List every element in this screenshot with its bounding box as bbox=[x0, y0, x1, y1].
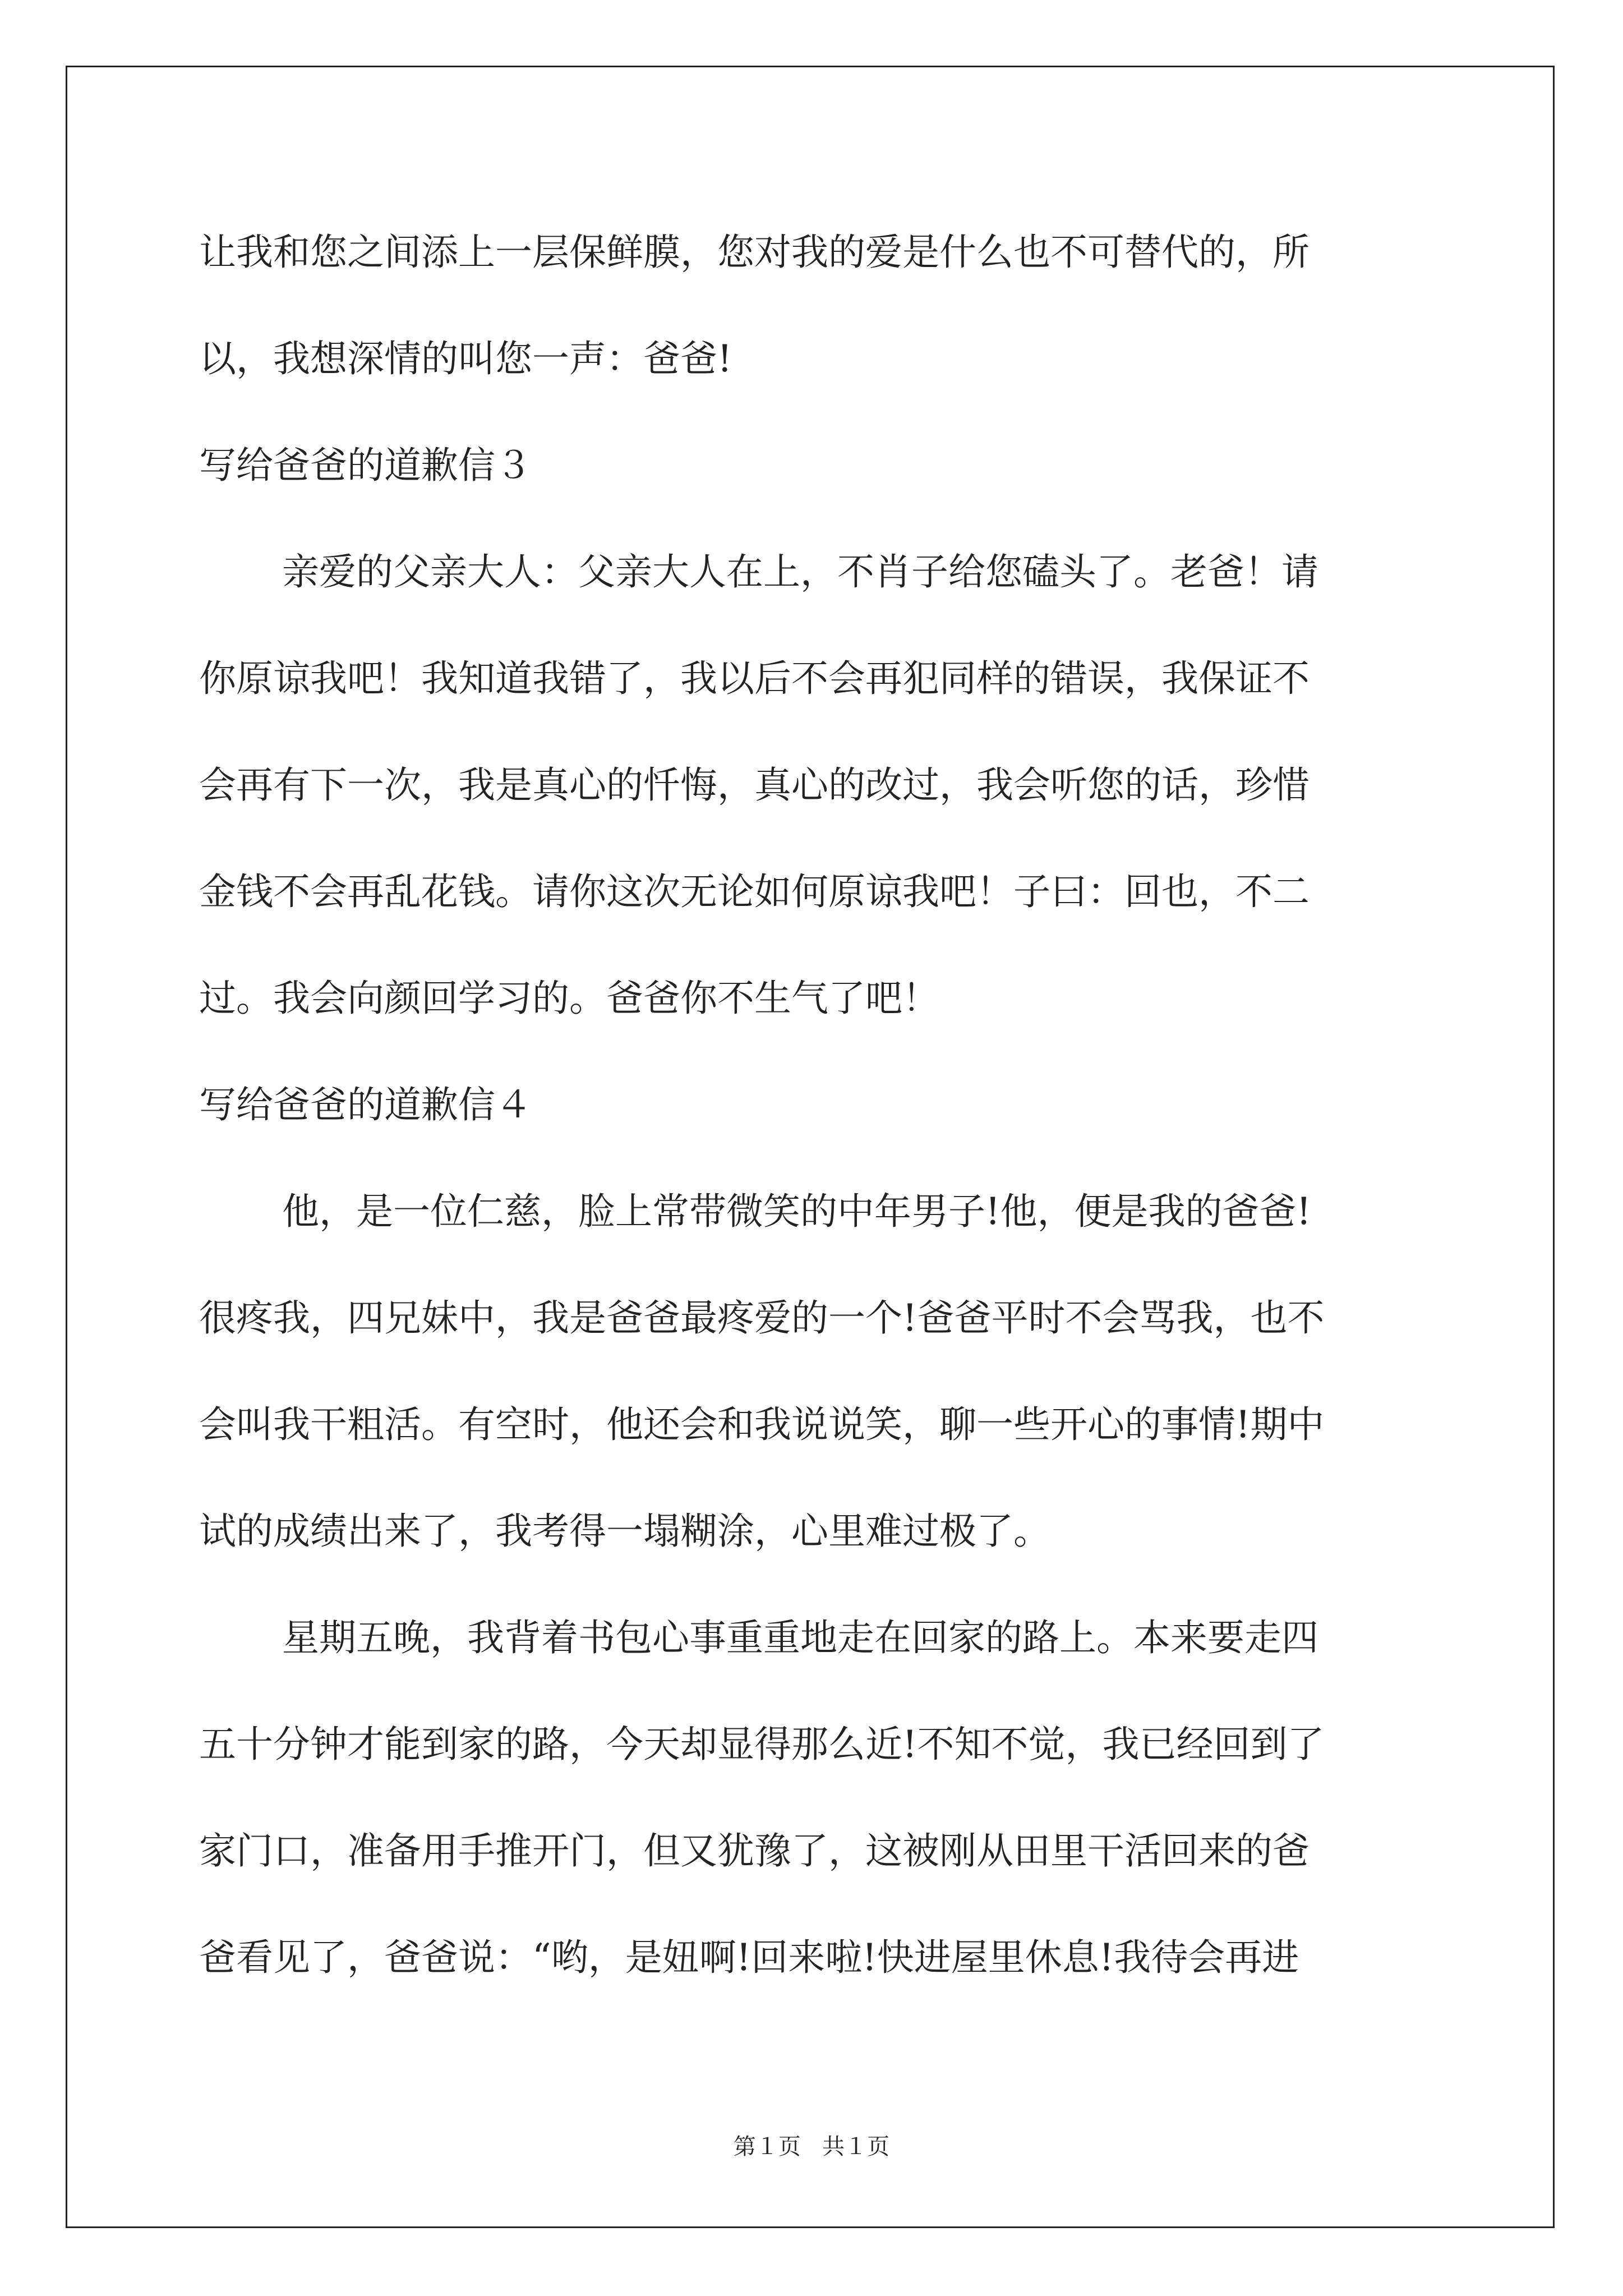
body-line: 金钱不会再乱花钱。请你这次无论如何原谅我吧！子曰：回也，不二 bbox=[199, 870, 1310, 913]
body-line: 星期五晚，我背着书包心事重重地走在回家的路上。本来要走四 bbox=[282, 1616, 1318, 1659]
body-line: 让我和您之间添上一层保鲜膜，您对我的爱是什么也不可替代的，所 bbox=[199, 231, 1310, 274]
body-line: 亲爱的父亲大人：父亲大人在上，不肖子给您磕头了。老爸！请 bbox=[282, 550, 1318, 593]
body-line: 五十分钟才能到家的路，今天却显得那么近!不知不觉，我已经回到了 bbox=[199, 1723, 1325, 1766]
body-line: 爸看见了，爸爸说：“哟，是妞啊!回来啦!快进屋里休息!我待会再进 bbox=[199, 1936, 1299, 1979]
body-line: 以，我想深情的叫您一声：爸爸! bbox=[199, 337, 732, 380]
body-line: 试的成绩出来了，我考得一塌糊涂，心里难过极了。 bbox=[199, 1510, 1050, 1553]
body-line: 你原谅我吧！我知道我错了，我以后不会再犯同样的错误，我保证不 bbox=[199, 657, 1310, 700]
section-heading: 写给爸爸的道歉信４ bbox=[199, 1083, 532, 1126]
body-line: 过。我会向颜回学习的。爸爸你不生气了吧！ bbox=[199, 977, 939, 1020]
page-footer: 第１页 共１页 bbox=[733, 2134, 890, 2160]
body-line: 他，是一位仁慈，脸上常带微笑的中年男子!他，便是我的爸爸! bbox=[282, 1190, 1312, 1233]
body-line: 会再有下一次，我是真心的忏悔，真心的改过，我会听您的话，珍惜 bbox=[199, 763, 1310, 807]
document-body bbox=[199, 199, 1430, 2011]
body-line: 会叫我干粗活。有空时，他还会和我说说笑，聊一些开心的事情!期中 bbox=[199, 1403, 1325, 1446]
section-heading: 写给爸爸的道歉信３ bbox=[199, 444, 532, 487]
body-line: 很疼我，四兄妹中，我是爸爸最疼爱的一个!爸爸平时不会骂我，也不 bbox=[199, 1296, 1325, 1340]
body-line: 家门口，准备用手推开门，但又犹豫了，这被刚从田里干活回来的爸 bbox=[199, 1829, 1310, 1872]
